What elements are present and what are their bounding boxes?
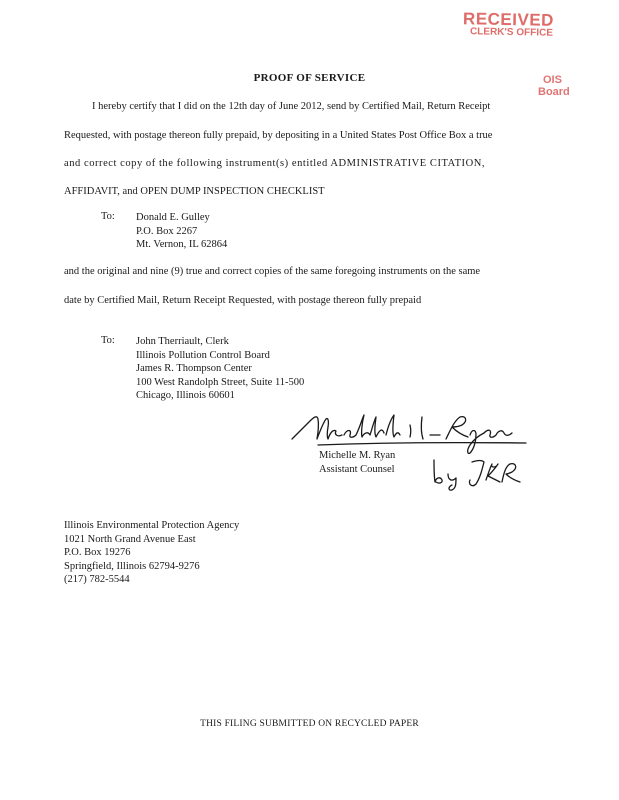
paragraph2-line1: and the original and nine (9) true and correct copies of the same foregoing instruments on the same (64, 266, 481, 277)
paragraph1-line2: Requested, with postage thereon fully prepaid, by depositing in a United States Post Office Box a true (64, 130, 493, 141)
clerks-office-stamp: CLERK'S OFFICE (469, 26, 554, 39)
recipient2-line-3: James R. Thompson Center (136, 363, 252, 374)
agency-po-box: P.O. Box 19276 (64, 547, 131, 558)
recipient1-address (136, 211, 227, 252)
agency-street: 1021 North Grand Avenue East (64, 533, 196, 545)
footer-recycled-notice: THIS FILING SUBMITTED ON RECYCLED PAPER (200, 719, 419, 729)
signatory-role: Assistant Counsel (319, 463, 395, 475)
recipient1-city: Mt. Vernon, IL 62864 (136, 239, 228, 250)
to-label-1: To: (101, 211, 115, 222)
recipient2-line-1: John Therriault, Clerk (136, 336, 229, 347)
paragraph1-line1: I hereby certify that I did on the 12th day of June 2012, send by Certified Mail, Return Receipt (92, 101, 491, 112)
paragraph1-line3: and correct copy of the following instrument(s) entitled ADMINISTRATIVE CITATION, (64, 158, 486, 169)
to-label-2: To: (101, 335, 115, 346)
signatory-name: Michelle M. Ryan (319, 450, 396, 461)
paragraph2-line2: date by Certified Mail, Return Receipt Requested, with postage thereon fully prepaid (64, 295, 422, 306)
recipient2-line-2: Illinois Pollution Control Board (136, 349, 270, 361)
recipient1-name: Donald E. Gulley (136, 212, 210, 223)
stamp-side-top: OIS (543, 74, 562, 86)
received-stamp: RECEIVED (462, 9, 555, 30)
recipient2-line-5: Chicago, Illinois 60601 (136, 390, 235, 401)
stamp-side-bottom: Board (538, 86, 570, 98)
signatory-block (319, 449, 395, 476)
recipient2-line-4: 100 West Randolph Street, Suite 11-500 (136, 376, 305, 388)
agency-address (64, 519, 239, 587)
agency-phone: (217) 782-5544 (64, 574, 130, 585)
recipient1-po-box: P.O. Box 2267 (136, 225, 198, 237)
by-initials-signature (426, 452, 526, 492)
agency-city: Springfield, Illinois 62794-9276 (64, 560, 200, 572)
recipient2-address (136, 335, 304, 403)
agency-name: Illinois Environmental Protection Agency (64, 520, 240, 531)
page-title: PROOF OF SERVICE (253, 72, 366, 84)
paragraph1-line4: AFFIDAVIT, and OPEN DUMP INSPECTION CHECKLIST (64, 186, 325, 197)
